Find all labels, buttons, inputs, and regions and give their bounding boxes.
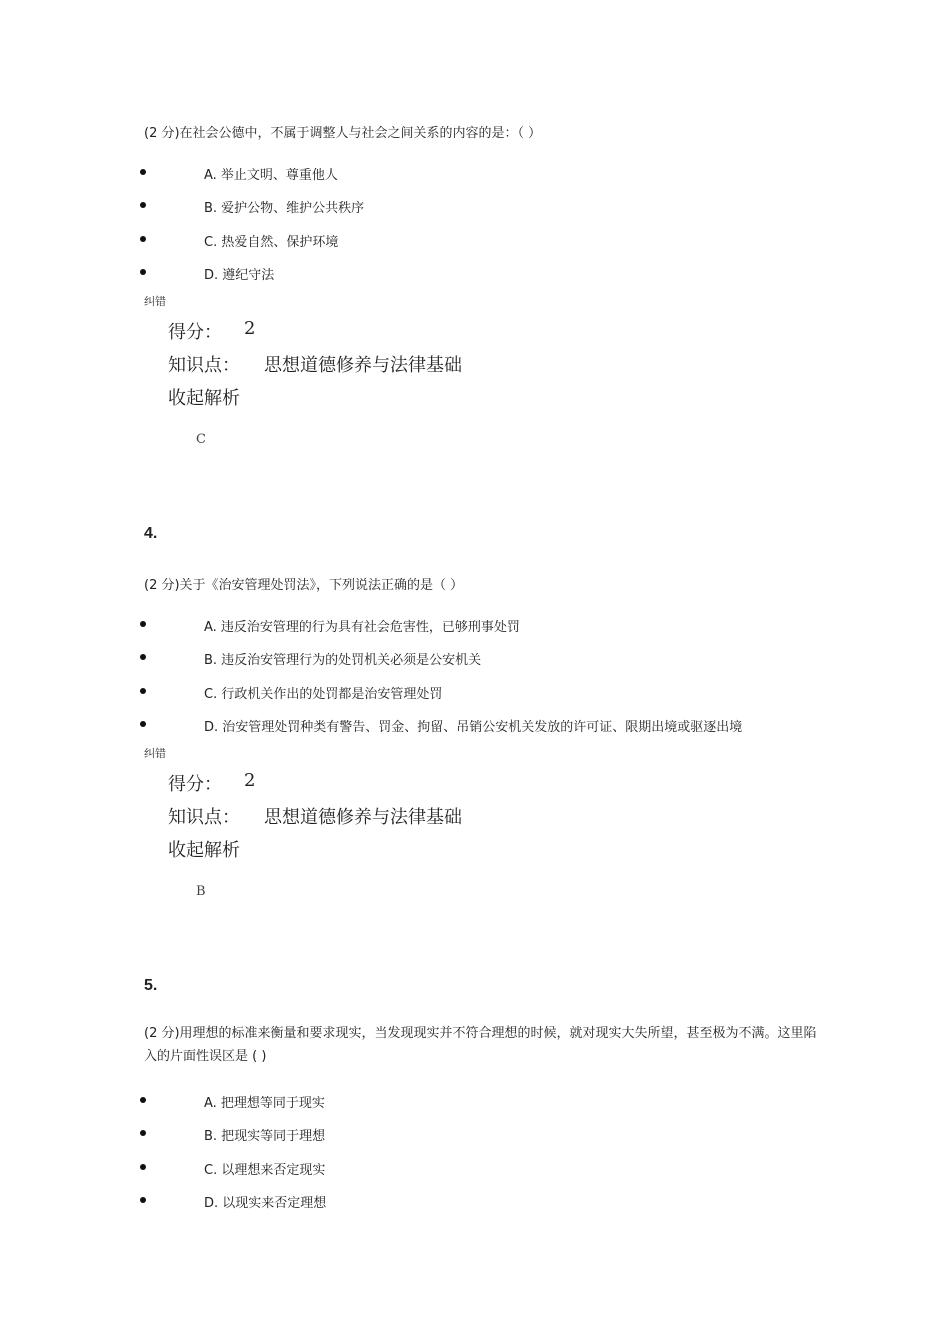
q3-option-b[interactable]: B. 爱护公物、维护公共秩序 [204,201,365,216]
q5-option-d[interactable]: D. 以现实来否定理想 [204,1196,327,1211]
question-5-number: 5. [144,977,158,994]
bullet-icon [140,269,146,275]
bullet-icon [140,1130,146,1136]
question-5-stem: (2 分)用理想的标准来衡量和要求现实，当发现现实并不符合理想的时候，就对现实大失所望，甚至极为不满。这里陷入的片面性误区是 ( ) [144,1026,817,1064]
bullet-icon [140,169,146,175]
q4-correction-link[interactable]: 纠错 [144,747,166,760]
bullet-icon [140,721,146,727]
bullet-icon [140,654,146,660]
q5-option-c[interactable]: C. 以理想来否定现实 [204,1163,326,1178]
q3-correction-link[interactable]: 纠错 [144,295,166,308]
q3-collapse-analysis-button[interactable]: 收起解析 [168,388,240,409]
bullet-icon [140,1197,146,1203]
q4-knowledge-label: 知识点： [168,807,240,828]
bullet-icon [140,236,146,242]
bullet-icon [140,1097,146,1103]
question-3-stem: (2 分)在社会公德中，不属于调整人与社会之间关系的内容的是：（ ） [144,126,542,141]
q5-option-b[interactable]: B. 把现实等同于理想 [204,1129,326,1144]
bullet-icon [140,202,146,208]
q4-answer: B [196,884,206,899]
bullet-icon [140,1164,146,1170]
q4-score-label: 得分： [168,774,222,795]
q4-option-c[interactable]: C. 行政机关作出的处罚都是治安管理处罚 [204,687,443,702]
q4-option-a[interactable]: A. 违反治安管理的行为具有社会危害性，已够刑事处罚 [204,620,520,635]
q3-option-d[interactable]: D. 遵纪守法 [204,268,275,283]
q4-option-b[interactable]: B. 违反治安管理行为的处罚机关必须是公安机关 [204,653,482,668]
bullet-icon [140,688,146,694]
q3-option-a[interactable]: A. 举止文明、尊重他人 [204,168,338,183]
q3-option-c[interactable]: C. 热爱自然、保护环境 [204,235,339,250]
q3-answer: C [196,432,206,447]
question-4-number: 4. [144,525,158,542]
q3-score-value: 2 [244,318,256,339]
q4-option-d[interactable]: D. 治安管理处罚种类有警告、罚金、拘留、吊销公安机关发放的许可证、限期出境或驱逐出境 [204,720,743,735]
q3-score-label: 得分： [168,322,222,343]
q3-knowledge-label: 知识点： [168,355,240,376]
q4-score-value: 2 [244,770,256,791]
q3-knowledge-value: 思想道德修养与法律基础 [264,355,462,376]
q4-collapse-analysis-button[interactable]: 收起解析 [168,840,240,861]
q5-option-a[interactable]: A. 把理想等同于现实 [204,1096,325,1111]
bullet-icon [140,621,146,627]
question-4-stem: (2 分)关于《治安管理处罚法》，下列说法正确的是（ ） [144,578,464,593]
q4-knowledge-value: 思想道德修养与法律基础 [264,807,462,828]
